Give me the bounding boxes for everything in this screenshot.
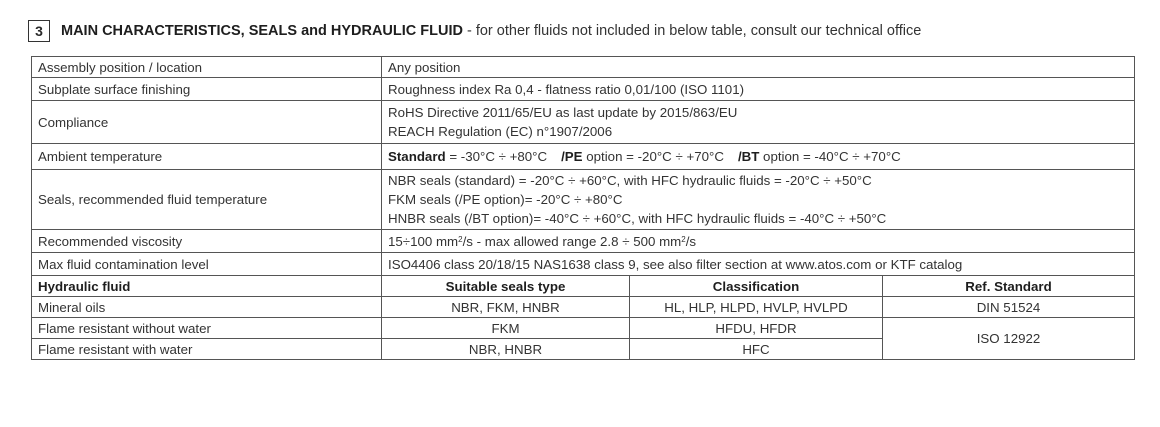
pe-range: option = -20°C ÷ +70°C xyxy=(582,149,724,164)
table-row-subplate-finishing xyxy=(32,78,1135,101)
row-label: Seals, recommended fluid temperature xyxy=(32,170,382,230)
table-row-contamination xyxy=(32,253,1135,276)
standard-range: = -30°C ÷ +80°C xyxy=(445,149,548,164)
table-row-assembly-position xyxy=(32,57,1135,78)
section-header xyxy=(28,20,921,42)
header-hydraulic-fluid: Hydraulic fluid xyxy=(32,276,382,297)
seals-type: FKM xyxy=(382,318,630,339)
row-label: Subplate surface finishing xyxy=(32,78,382,101)
table-row-ambient-temperature xyxy=(32,144,1135,170)
row-value xyxy=(382,170,1135,230)
row-label: Ambient temperature xyxy=(32,144,382,170)
row-label: Compliance xyxy=(32,101,382,144)
header-ref-standard: Ref. Standard xyxy=(883,276,1135,297)
compliance-rohs: RoHS Directive 2011/65/EU as last update by 2015/863/EU xyxy=(388,105,738,120)
fluid-table-header xyxy=(32,276,1135,297)
row-value: Roughness index Ra 0,4 - flatness ratio 0,01/100 (ISO 1101) xyxy=(382,78,1135,101)
pe-label: /PE xyxy=(561,149,583,164)
standard-label: Standard xyxy=(388,149,446,164)
section-title: MAIN CHARACTERISTICS, SEALS and HYDRAULIC FLUID xyxy=(61,23,463,39)
classification: HL, HLP, HLPD, HVLP, HVLPD xyxy=(630,297,883,318)
superscript: 2 xyxy=(458,234,463,244)
header-classification: Classification xyxy=(630,276,883,297)
bt-label: /BT xyxy=(737,149,760,164)
seals-hnbr: HNBR seals (/BT option)= -40°C ÷ +60°C, with HFC hydraulic fluids = -40°C ÷ +50°C xyxy=(388,211,887,226)
seals-nbr: NBR seals (standard) = -20°C ÷ +60°C, with HFC hydraulic fluids = -20°C ÷ +50°C xyxy=(388,173,872,188)
section-number-badge: 3 xyxy=(28,20,50,42)
table-row-seals-temperature xyxy=(32,170,1135,230)
table-row-viscosity xyxy=(32,230,1135,253)
section-subtitle: - for other fluids not included in below table, consult our technical office xyxy=(466,23,922,39)
table-row-mineral-oils xyxy=(32,297,1135,318)
row-value: ISO4406 class 20/18/15 NAS1638 class 9, see also filter section at www.atos.com or KTF catalog xyxy=(382,253,1135,276)
compliance-reach: REACH Regulation (EC) n°1907/2006 xyxy=(388,124,613,139)
viscosity-part: /s - max allowed range 2.8 ÷ 500 mm xyxy=(462,233,682,249)
fluid-name: Mineral oils xyxy=(32,297,382,318)
seals-type: NBR, HNBR xyxy=(382,339,630,360)
seals-type: NBR, FKM, HNBR xyxy=(382,297,630,318)
ref-standard: ISO 12922 xyxy=(883,318,1135,360)
fluid-name: Flame resistant without water xyxy=(32,318,382,339)
classification: HFDU, HFDR xyxy=(630,318,883,339)
table-row-compliance xyxy=(32,101,1135,144)
classification: HFC xyxy=(630,339,883,360)
row-label: Max fluid contamination level xyxy=(32,253,382,276)
row-value xyxy=(382,230,1135,253)
row-label: Recommended viscosity xyxy=(32,230,382,253)
row-value xyxy=(382,101,1135,144)
ref-standard: DIN 51524 xyxy=(883,297,1135,318)
seals-fkm: FKM seals (/PE option)= -20°C ÷ +80°C xyxy=(388,192,623,207)
row-value xyxy=(382,144,1135,170)
row-label: Assembly position / location xyxy=(32,57,382,78)
table-row-flame-resistant-without-water xyxy=(32,318,1135,339)
row-value: Any position xyxy=(382,57,1135,78)
characteristics-table xyxy=(31,56,1135,360)
fluid-name: Flame resistant with water xyxy=(32,339,382,360)
header-seals-type: Suitable seals type xyxy=(382,276,630,297)
viscosity-part: /s xyxy=(685,233,697,249)
viscosity-part: 15÷100 mm xyxy=(388,233,459,249)
bt-range: option = -40°C ÷ +70°C xyxy=(759,149,901,164)
superscript: 2 xyxy=(681,234,686,244)
